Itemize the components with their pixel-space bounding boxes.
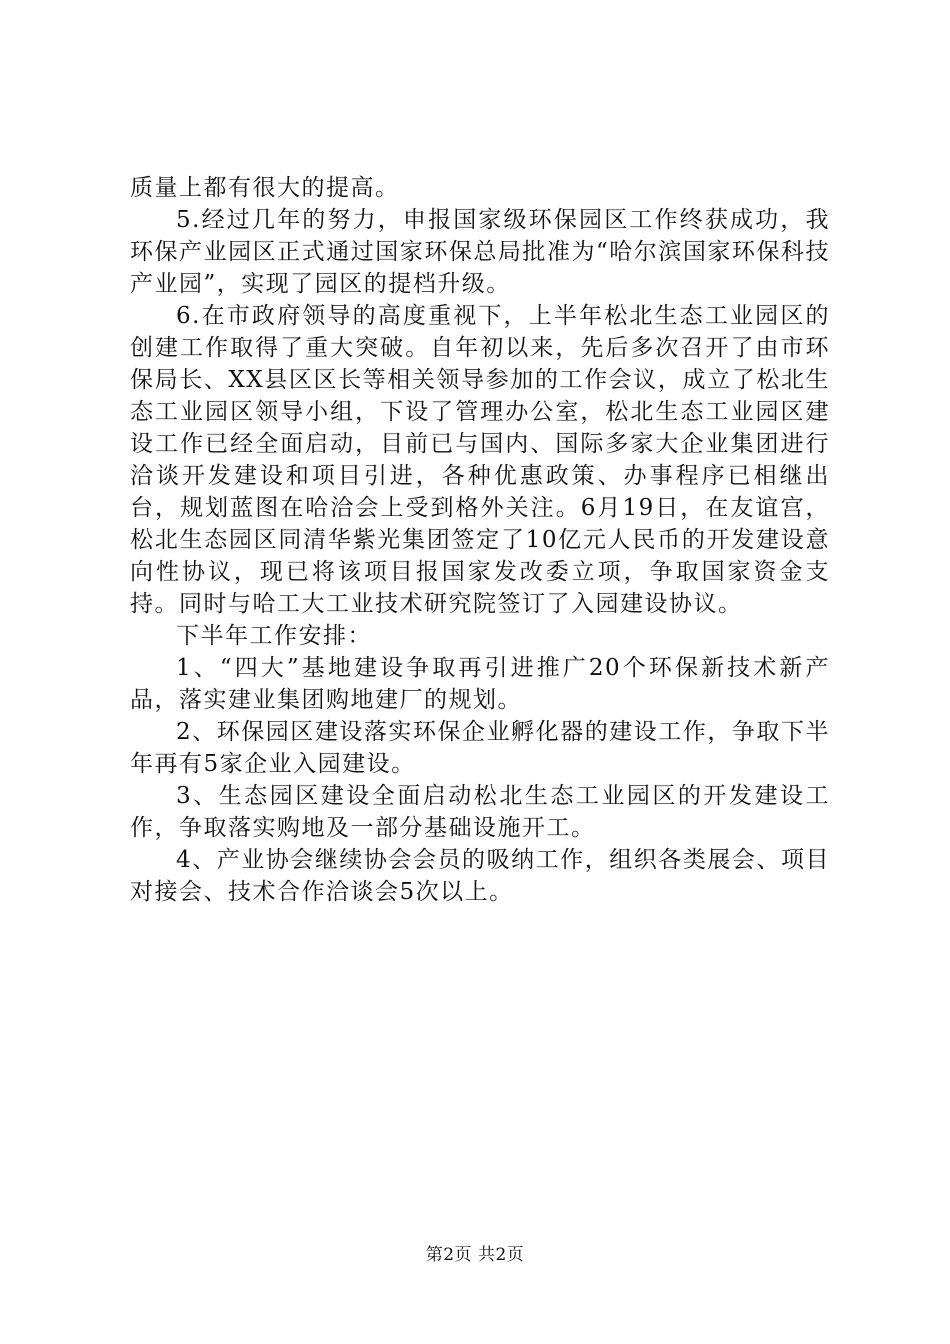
plan-item-4: 4、产业协会继续协会会员的吸纳工作，组织各类展会、项目对接会、技术合作洽谈会5次以上。 xyxy=(130,847,830,905)
section-heading-second-half-plan: 下半年工作安排： xyxy=(176,623,372,649)
paragraph-item-6: 6.在市政府领导的高度重视下，上半年松北生态工业园区的创建工作取得了重大突破。自年初以来，先后多次召开了由市环保局长、XX县区区长等相关领导参加的工作会议，成立了松北生态工业园区领导小组，下设了管理办公室，松北生态工业园区建设工作已经全面启动，目前已与国内、国际多家大企业集团进行洽谈开发建设和项目引进，各种优惠政策、办事程序已相继出台，规划蓝图在哈洽会上受到格外关注。6月19日，在友谊宫，松北生态园区同清华紫光集团签定了10亿元人民币的开发建设意向性协议，现已将该项目报国家发改委立项，争取国家资金支持。同时与哈工大工业技术研究院签订了入园建设协议。 xyxy=(130,303,830,617)
plan-item-3: 3、生态园区建设全面启动松北生态工业园区的开发建设工作，争取落实购地及一部分基础设施开工。 xyxy=(130,783,830,841)
plan-item-1: 1、“四大”基地建设争取再引进推广20个环保新技术新产品，落实建业集团购地建厂的规划。 xyxy=(130,655,830,713)
paragraph-item-5: 5.经过几年的努力，申报国家级环保园区工作终获成功，我环保产业园区正式通过国家环保总局批准为“哈尔滨国家环保科技产业园”，实现了园区的提档升级。 xyxy=(130,207,830,297)
document-body xyxy=(130,172,830,908)
plan-item-2: 2、环保园区建设落实环保企业孵化器的建设工作，争取下半年再有5家企业入园建设。 xyxy=(130,719,830,777)
page-number-label: 第2页 共2页 xyxy=(425,1245,525,1265)
paragraph-continuation: 质量上都有很大的提高。 xyxy=(130,175,400,201)
page-footer xyxy=(0,1244,950,1266)
